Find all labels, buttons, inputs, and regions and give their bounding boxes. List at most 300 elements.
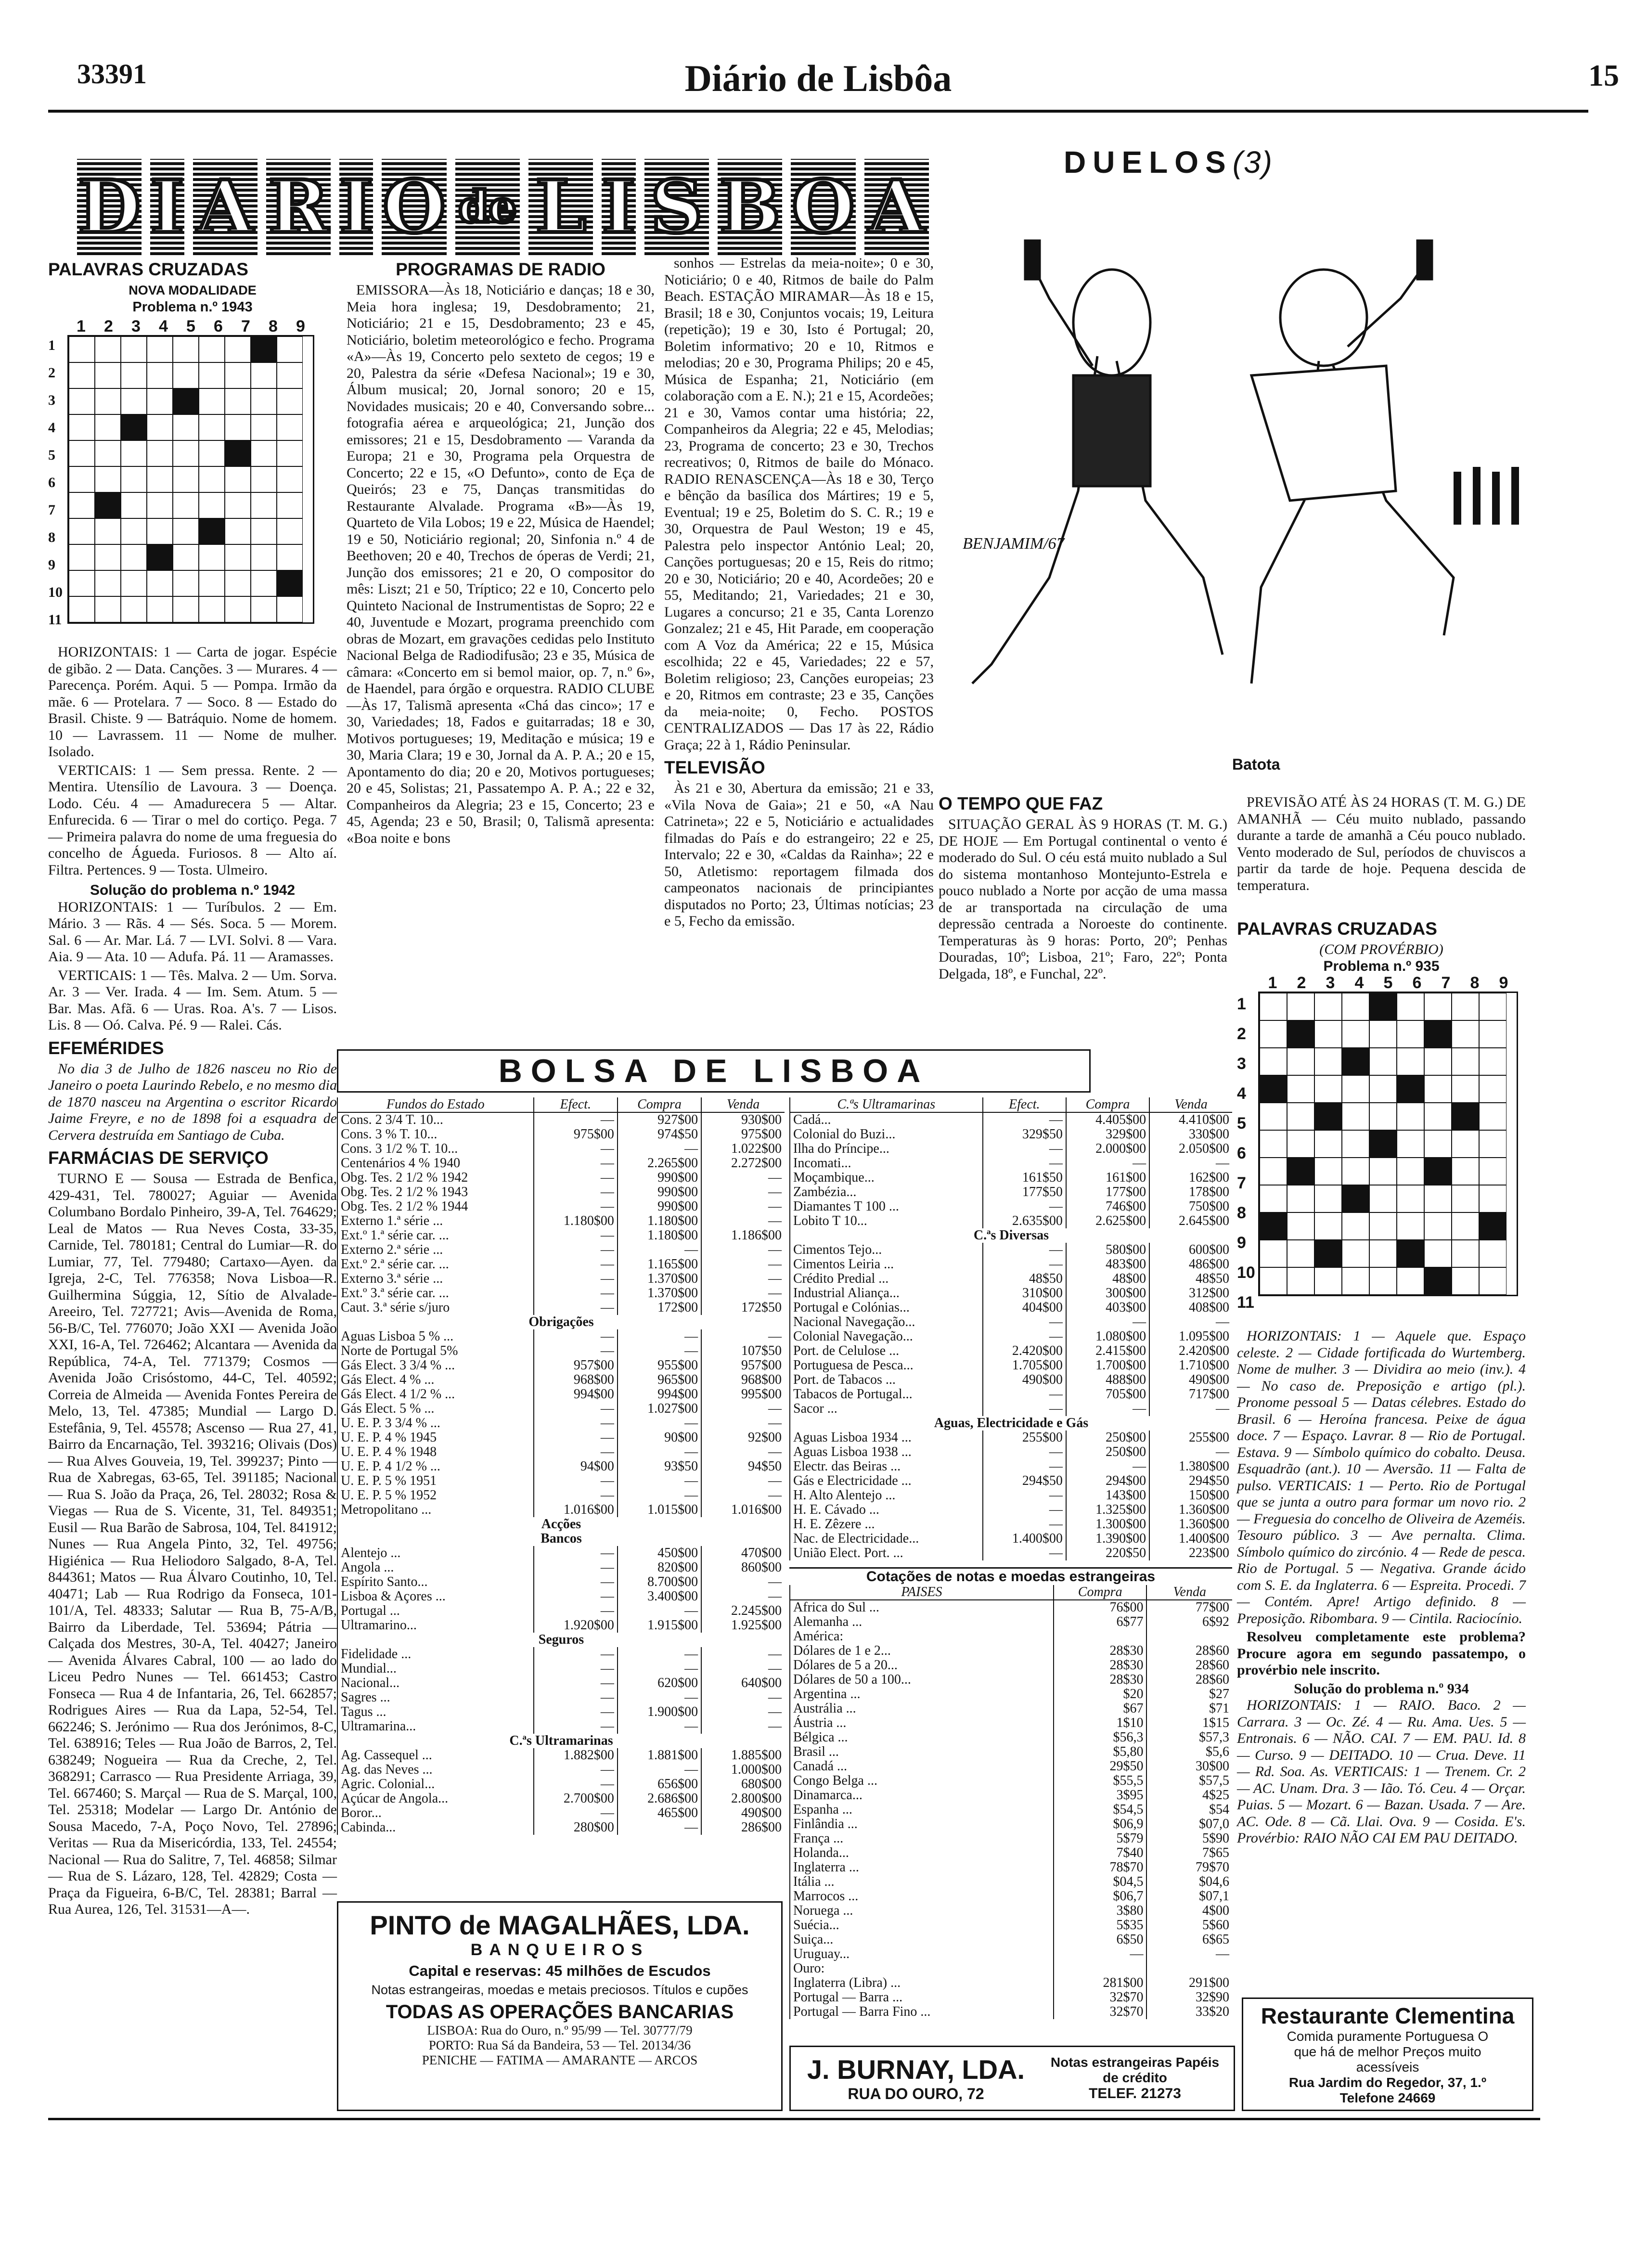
table-cell: $5,80 [1054, 1745, 1147, 1759]
table-cell: Áustria ... [790, 1716, 1054, 1730]
table-cell: Cabinda... [337, 1820, 534, 1835]
crossword-cell [1314, 1130, 1342, 1158]
table-cell: — [534, 1806, 618, 1820]
table-cell: 1.000$00 [701, 1763, 785, 1777]
table-cell: $27 [1146, 1687, 1232, 1701]
crossword-cell [199, 336, 225, 362]
table-cell: 5$35 [1054, 1918, 1147, 1933]
table-cell: $57,3 [1146, 1730, 1232, 1745]
bolsa-left [337, 1097, 785, 1835]
crossword-cell [69, 414, 95, 440]
table-cell: 1.165$00 [618, 1257, 701, 1272]
table-cell: 107$50 [701, 1344, 785, 1358]
table-cell: — [983, 1243, 1066, 1257]
table-cell: — [1149, 1445, 1232, 1459]
table-row [337, 1719, 785, 1734]
table-row [337, 1301, 785, 1315]
crossword-cell [1369, 1130, 1397, 1158]
table-cell: — [701, 1662, 785, 1676]
crossword-cell [225, 492, 251, 518]
table-cell: 1.015$00 [618, 1503, 701, 1517]
col-num: 5 [186, 317, 195, 335]
crossword-cell [199, 570, 225, 596]
table-cell: União Elect. Port. ... [790, 1546, 983, 1560]
crossword1-clues-h: HORIZONTAIS: 1 — Carta de jogar. Espécie de gibão. 2 — Data. Canções. 3 — Murares. 4 — Parecença. Porém. Aqui. 5 — Pompa. Irmão da mãe. 6 — Protelara. 7 — Soco. 8 — Estado do Brasil. Chiste. 9 — Batráquio. Nome de homem. 10 — Lavrassem. 11 — Nome de mulher. Isolado. [48, 644, 337, 760]
crossword-cell [1452, 1158, 1479, 1185]
col-header: Compra [618, 1097, 701, 1112]
crossword-cell [1479, 1103, 1506, 1130]
crossword-cell [69, 440, 95, 466]
table-cell: 29$50 [1054, 1759, 1147, 1774]
masthead-letter: S [644, 159, 709, 255]
tv-title: TELEVISÃO [664, 758, 765, 777]
table-row [790, 1658, 1232, 1673]
table-cell: — [534, 1575, 618, 1589]
table-cell: — [618, 1820, 701, 1835]
crossword-cell [95, 388, 121, 414]
crossword-cell [199, 518, 225, 544]
row-num: 10 [48, 584, 63, 600]
crossword-cell [69, 466, 95, 492]
table-cell: 1.390$00 [1066, 1532, 1149, 1546]
table-cell: — [534, 1272, 618, 1286]
crossword-cell [1369, 1048, 1397, 1075]
table-cell: Ouro: [790, 1961, 1054, 1976]
table-cell: 28$30 [1054, 1644, 1147, 1658]
col-num: 1 [77, 317, 86, 335]
table-cell: Tabacos de Portugal... [790, 1387, 983, 1402]
crossword-cell [1287, 1020, 1314, 1048]
crossword1-row-numbers [48, 318, 65, 639]
table-row [790, 1344, 1232, 1358]
table-cell: $20 [1054, 1687, 1147, 1701]
crossword-cell [121, 596, 147, 622]
crossword-cell [1260, 1240, 1287, 1267]
crossword-cell [1260, 1267, 1287, 1295]
table-cell: Açúcar de Angola... [337, 1791, 534, 1806]
table-row [337, 1358, 785, 1373]
section-heading: Seguros [337, 1633, 785, 1647]
crossword-cell [199, 388, 225, 414]
table-cell: 1.180$00 [534, 1214, 618, 1228]
table-cell: 28$60 [1146, 1658, 1232, 1673]
table-cell: — [1054, 1947, 1147, 1961]
table-cell: — [983, 1156, 1066, 1171]
table-cell: 94$00 [534, 1459, 618, 1474]
table-row [337, 1127, 785, 1142]
crossword-cell [1479, 1158, 1506, 1185]
table-cell: $06,9 [1054, 1817, 1147, 1831]
table-cell: 312$00 [1149, 1286, 1232, 1301]
table-cell: 580$00 [1066, 1243, 1149, 1257]
table-cell: — [1066, 1315, 1149, 1329]
col-num: 5 [1383, 974, 1393, 992]
table-cell: 1.022$00 [701, 1142, 785, 1156]
table-row [790, 1716, 1232, 1730]
col-num: 7 [1441, 974, 1451, 992]
table-row [337, 1604, 785, 1618]
section-row [790, 1228, 1232, 1243]
table-cell: 329$00 [1066, 1127, 1149, 1142]
table-cell: Zambézia... [790, 1185, 983, 1199]
section-row [337, 1517, 785, 1532]
table-cell: — [983, 1315, 1066, 1329]
table-cell: 220$50 [1066, 1546, 1149, 1560]
crossword-cell [1397, 1048, 1424, 1075]
crossword-cell [1397, 1267, 1424, 1295]
table-cell: Noruega ... [790, 1904, 1054, 1918]
table-cell: — [534, 1286, 618, 1301]
table-cell: 77$00 [1146, 1600, 1232, 1615]
crossword1-subtitle: NOVA MODALIDADE [129, 283, 257, 297]
table-cell: $07,1 [1146, 1889, 1232, 1904]
crossword-cell [1452, 1103, 1479, 1130]
crossword-cell [121, 414, 147, 440]
table-cell: Cons. 2 3/4 T. 10... [337, 1112, 534, 1127]
table-row [337, 1344, 785, 1358]
table-cell: 161$00 [1066, 1171, 1149, 1185]
table-cell: — [534, 1199, 618, 1214]
table-cell: — [983, 1402, 1066, 1416]
ad-pinto-peniche: PENICHE — FATIMA — AMARANTE — ARCOS [422, 2053, 698, 2067]
table-cell: $57,5 [1146, 1774, 1232, 1788]
table-cell: Suécia... [790, 1918, 1054, 1933]
ad-pinto-porto: PORTO: Rua Sá da Bandeira, 53 — Tel. 20134/36 [428, 2038, 691, 2052]
table-cell: — [1066, 1402, 1149, 1416]
tempo-section [939, 789, 1227, 984]
table-cell: 1.400$00 [1149, 1532, 1232, 1546]
table-cell: $54 [1146, 1803, 1232, 1817]
table-cell: — [983, 1387, 1066, 1402]
col-num: 9 [1499, 974, 1508, 992]
table-cell: — [534, 1662, 618, 1676]
col-num: 4 [159, 317, 168, 335]
table-cell: — [701, 1445, 785, 1459]
col-header: Compra [1054, 1585, 1147, 1600]
section-heading: Aguas, Electricidade e Gás [790, 1416, 1232, 1430]
crossword-cell [95, 492, 121, 518]
table-cell: — [701, 1719, 785, 1734]
cartoon-title [1064, 144, 1273, 180]
crossword-cell [251, 570, 277, 596]
table-row [790, 1774, 1232, 1788]
crossword-cell [1424, 1075, 1452, 1103]
crossword-cell [1342, 1048, 1369, 1075]
table-cell: 930$00 [701, 1112, 785, 1127]
table-cell: 255$00 [1149, 1430, 1232, 1445]
table-cell: — [701, 1402, 785, 1416]
table-cell: 1.016$00 [534, 1503, 618, 1517]
crossword-cell [1314, 1185, 1342, 1212]
masthead-letter: D [77, 159, 142, 255]
ad-pinto-ops: TODAS AS OPERAÇÕES BANCARIAS [386, 2001, 734, 2023]
crossword-cell [199, 414, 225, 440]
table-cell: Fidelidade ... [337, 1647, 534, 1662]
table-cell: 994$00 [534, 1387, 618, 1402]
table-cell: Alemanha ... [790, 1615, 1054, 1629]
table-row [790, 1430, 1232, 1445]
crossword2-col-numbers [1258, 975, 1518, 992]
table-row [790, 1860, 1232, 1875]
table-cell: Agric. Colonial... [337, 1777, 534, 1791]
table-row [790, 1947, 1232, 1961]
table-cell: — [701, 1474, 785, 1488]
crossword-cell [173, 544, 199, 570]
crossword-cell [147, 596, 173, 622]
tempo-text-1: SITUAÇÃO GERAL ÀS 9 HORAS (T. M. G.) DE HOJE — Em Portugal continental o vento é moderado do Sul. O céu está muito nublado a Sul do sistema montanhoso Montejunto-Estrela e pouco nublado a Norte por acção de uma massa de ar transportada na circulação de uma depressão centrada a Noroeste do continente. Temperaturas às 9 horas: Porto, 20º; Penhas Douradas, 10º; Lisboa, 21º; Faro, 22º; Ponta Delgada, 18º, e Funchal, 22º. [939, 816, 1227, 982]
table-row [790, 1803, 1232, 1817]
col-header: Compra [1066, 1097, 1149, 1112]
table-cell: Aguas Lisboa 5 % ... [337, 1329, 534, 1344]
table-cell: U. E. P. 5 % 1951 [337, 1474, 534, 1488]
col-num: 7 [241, 317, 250, 335]
table-cell: 640$00 [701, 1676, 785, 1690]
table-cell: — [534, 1142, 618, 1156]
table-cell: Brasil ... [790, 1745, 1054, 1759]
table-cell: 968$00 [701, 1373, 785, 1387]
table-cell: — [534, 1416, 618, 1430]
crossword-cell [1314, 1267, 1342, 1295]
crossword-cell [1424, 1240, 1452, 1267]
table-cell: Lobito T 10... [790, 1214, 983, 1228]
table-cell: 2.420$00 [1149, 1344, 1232, 1358]
crossword-cell [121, 388, 147, 414]
table-cell: Austrália ... [790, 1701, 1054, 1716]
table-row [337, 1156, 785, 1171]
table-cell: 927$00 [618, 1112, 701, 1127]
table-cell: 1.705$00 [983, 1358, 1066, 1373]
table-cell: — [534, 1301, 618, 1315]
col-num: 9 [296, 317, 305, 335]
crossword-cell [1452, 1020, 1479, 1048]
table-cell: 2.245$00 [701, 1604, 785, 1618]
table-cell: — [701, 1329, 785, 1344]
table-cell: Angola ... [337, 1560, 534, 1575]
crossword-cell [147, 544, 173, 570]
crossword-cell [1452, 1240, 1479, 1267]
crossword-cell [1479, 1240, 1506, 1267]
row-num: 9 [1237, 1234, 1246, 1252]
col-num: 3 [1326, 974, 1335, 992]
crossword-cell [173, 336, 199, 362]
cartoon-illustration [953, 202, 1555, 751]
crossword-cell [277, 596, 303, 622]
table-cell: 6$92 [1146, 1615, 1232, 1629]
table-cell: U. E. P. 3 3/4 % ... [337, 1416, 534, 1430]
crossword-cell [1397, 993, 1424, 1020]
table-cell: 1$15 [1146, 1716, 1232, 1730]
crossword-cell [1397, 1158, 1424, 1185]
crossword-cell [1424, 1267, 1452, 1295]
crossword-cell [1424, 1158, 1452, 1185]
table-cell: 1.027$00 [618, 1402, 701, 1416]
row-num: 2 [1237, 1025, 1246, 1043]
table-cell: — [534, 1719, 618, 1734]
table-cell: 990$00 [618, 1171, 701, 1185]
section-row [337, 1532, 785, 1546]
table-cell: Ilha do Príncipe... [790, 1142, 983, 1156]
crossword-cell [1452, 1185, 1479, 1212]
crossword-cell [225, 596, 251, 622]
table-cell: 2.265$00 [618, 1156, 701, 1171]
table-cell: Bélgica ... [790, 1730, 1054, 1745]
table-cell: 490$00 [701, 1806, 785, 1820]
efemerides-title: EFEMÉRIDES [48, 1038, 164, 1058]
masthead-letter: O [382, 159, 446, 255]
table-cell: — [983, 1112, 1066, 1127]
table-cell: — [534, 1156, 618, 1171]
table-row [337, 1705, 785, 1719]
crossword-cell [1452, 993, 1479, 1020]
table-cell: 1.300$00 [1066, 1517, 1149, 1532]
table-cell: U. E. P. 5 % 1952 [337, 1488, 534, 1503]
crossword-cell [147, 466, 173, 492]
table-row [790, 1546, 1232, 1560]
table-cell: $67 [1054, 1701, 1147, 1716]
crossword-cell [1479, 1130, 1506, 1158]
table-cell: Norte de Portugal 5% [337, 1344, 534, 1358]
crossword-cell [69, 518, 95, 544]
table-cell: 705$00 [1066, 1387, 1149, 1402]
table-cell: Crédito Predial ... [790, 1272, 983, 1286]
table-row [790, 1517, 1232, 1532]
table-cell: — [534, 1474, 618, 1488]
table-cell: Gás Elect. 3 3/4 % ... [337, 1358, 534, 1373]
crossword-cell [251, 362, 277, 388]
row-num: 5 [1237, 1114, 1246, 1133]
table-cell: 620$00 [618, 1676, 701, 1690]
table-cell: Canadá ... [790, 1759, 1054, 1774]
table-cell: 150$00 [1149, 1488, 1232, 1503]
crossword1-clues-v: VERTICAIS: 1 — Sem pressa. Rente. 2 — Mentira. Utensílio de Lavoura. 3 — Doença. Lodo. Céu. 4 — Amadurecera 5 — Altar. Enfurecida. 6 — Tirar o mel do cortiço. Pega. 7 — Primeira palavra do nome de uma freguesia do concelho de Águeda. Furiosos. 8 — Alto aí. Filtra. Pertences. 9 — Tosta. Ulmeiro. [48, 762, 337, 878]
crossword-cell [1397, 1212, 1424, 1240]
table-cell: 1.370$00 [618, 1272, 701, 1286]
crossword-cell [121, 440, 147, 466]
crossword-cell [1397, 1020, 1424, 1048]
table-cell: 403$00 [1066, 1301, 1149, 1315]
crossword-cell [69, 336, 95, 362]
bolsa-left-body [337, 1112, 785, 1835]
table-cell: Dólares de 5 a 20... [790, 1658, 1054, 1673]
crossword-cell [121, 492, 147, 518]
table-cell: 223$00 [1149, 1546, 1232, 1560]
crossword-cell [173, 518, 199, 544]
crossword-cell [1479, 1020, 1506, 1048]
table-cell: 280$00 [534, 1820, 618, 1835]
table-cell: Portugal — Barra Fino ... [790, 2005, 1054, 2019]
table-cell: Finlândia ... [790, 1817, 1054, 1831]
crossword-cell [121, 544, 147, 570]
table-cell: 48$50 [983, 1272, 1066, 1286]
table-cell: 250$00 [1066, 1445, 1149, 1459]
crossword-cell [121, 362, 147, 388]
crossword-cell [1369, 1075, 1397, 1103]
table-cell: Espanha ... [790, 1803, 1054, 1817]
table-cell: Electr. das Beiras ... [790, 1459, 983, 1474]
crossword-cell [199, 596, 225, 622]
col-header: Fundos do Estado [337, 1097, 534, 1112]
table-row [337, 1228, 785, 1243]
table-cell: $55,5 [1054, 1774, 1147, 1788]
ad-burnay-name: J. BURNAY, LDA. [807, 2054, 1025, 2085]
table-cell: — [983, 1142, 1066, 1156]
table-cell: Nacional Navegação... [790, 1315, 983, 1329]
crossword-cell [1424, 1185, 1452, 1212]
table-cell: 957$00 [534, 1358, 618, 1373]
masthead-letter: A [864, 159, 929, 255]
table-cell: Dólares de 50 a 100... [790, 1673, 1054, 1687]
table-cell: — [534, 1604, 618, 1618]
col-num: 2 [104, 317, 113, 335]
table-row [790, 1918, 1232, 1933]
table-cell: 717$00 [1149, 1387, 1232, 1402]
crossword-cell [1314, 993, 1342, 1020]
table-cell: 600$00 [1149, 1243, 1232, 1257]
table-row [790, 1889, 1232, 1904]
table-cell: — [534, 1676, 618, 1690]
table-row [790, 1199, 1232, 1214]
table-row [337, 1171, 785, 1185]
crossword1-col-numbers [67, 318, 314, 335]
cartoon-caption: Batota [1232, 756, 1280, 773]
crossword-cell [199, 544, 225, 570]
table-cell: Aguas Lisboa 1938 ... [790, 1445, 983, 1459]
table-cell: 968$00 [534, 1373, 618, 1387]
table-row [790, 1629, 1232, 1644]
table-cell: Gás Elect. 4 1/2 % ... [337, 1387, 534, 1402]
table-cell: 281$00 [1054, 1976, 1147, 1990]
table-cell: 32$90 [1146, 1990, 1232, 2005]
crossword-cell [1342, 993, 1369, 1020]
row-num: 6 [48, 475, 55, 490]
table-cell: U. E. P. 4 % 1948 [337, 1445, 534, 1459]
table-cell: — [534, 1705, 618, 1719]
table-row [337, 1763, 785, 1777]
crossword-cell [147, 570, 173, 596]
table-row [337, 1777, 785, 1791]
table-cell: Alentejo ... [337, 1546, 534, 1560]
crossword-cell [95, 362, 121, 388]
crossword-cell [251, 492, 277, 518]
crossword-cell [1342, 1075, 1369, 1103]
page-number: 15 [1588, 58, 1619, 92]
table-cell: 255$00 [983, 1430, 1066, 1445]
table-cell: 975$00 [534, 1127, 618, 1142]
table-cell: 286$00 [701, 1820, 785, 1835]
crossword-cell [95, 596, 121, 622]
table-row [337, 1676, 785, 1690]
table-cell: Argentina ... [790, 1687, 1054, 1701]
table-row [337, 1806, 785, 1820]
section-row [337, 1734, 785, 1748]
table-cell: — [701, 1257, 785, 1272]
tv-text: Às 21 e 30, Abertura da emissão; 21 e 33, «Vila Nova de Gaia»; 21 e 50, «A Nau Catrineta»; 22 e 5, Noticiário e actualidades filmadas do País e do estrangeiro; 22 e 25, Intervalo; 22 e 30, «Caldas da Rainha»; 22 e 50, Atletismo: reportagem filmada dos campeonatos nacionais de principiantes disputados no Porto; 23, Últimas notícias; 23 e 5, Fecho da emissão. [664, 780, 934, 929]
ad-burnay-addr: RUA DO OURO, 72 [848, 2085, 984, 2102]
table-row [337, 1430, 785, 1445]
table-cell: 6$65 [1146, 1933, 1232, 1947]
crossword1-title: PALAVRAS CRUZADAS [48, 259, 248, 279]
table-cell: 1.180$00 [618, 1228, 701, 1243]
table-row [337, 1690, 785, 1705]
cartoon-signature: BENJAMIM/67 [963, 535, 1065, 553]
masthead-letter: I [150, 159, 184, 255]
spectators [1454, 467, 1519, 525]
table-row [337, 1286, 785, 1301]
table-cell: 957$00 [701, 1358, 785, 1373]
table-cell: Africa do Sul ... [790, 1600, 1054, 1615]
table-cell: $71 [1146, 1701, 1232, 1716]
table-cell: 2.050$00 [1149, 1142, 1232, 1156]
